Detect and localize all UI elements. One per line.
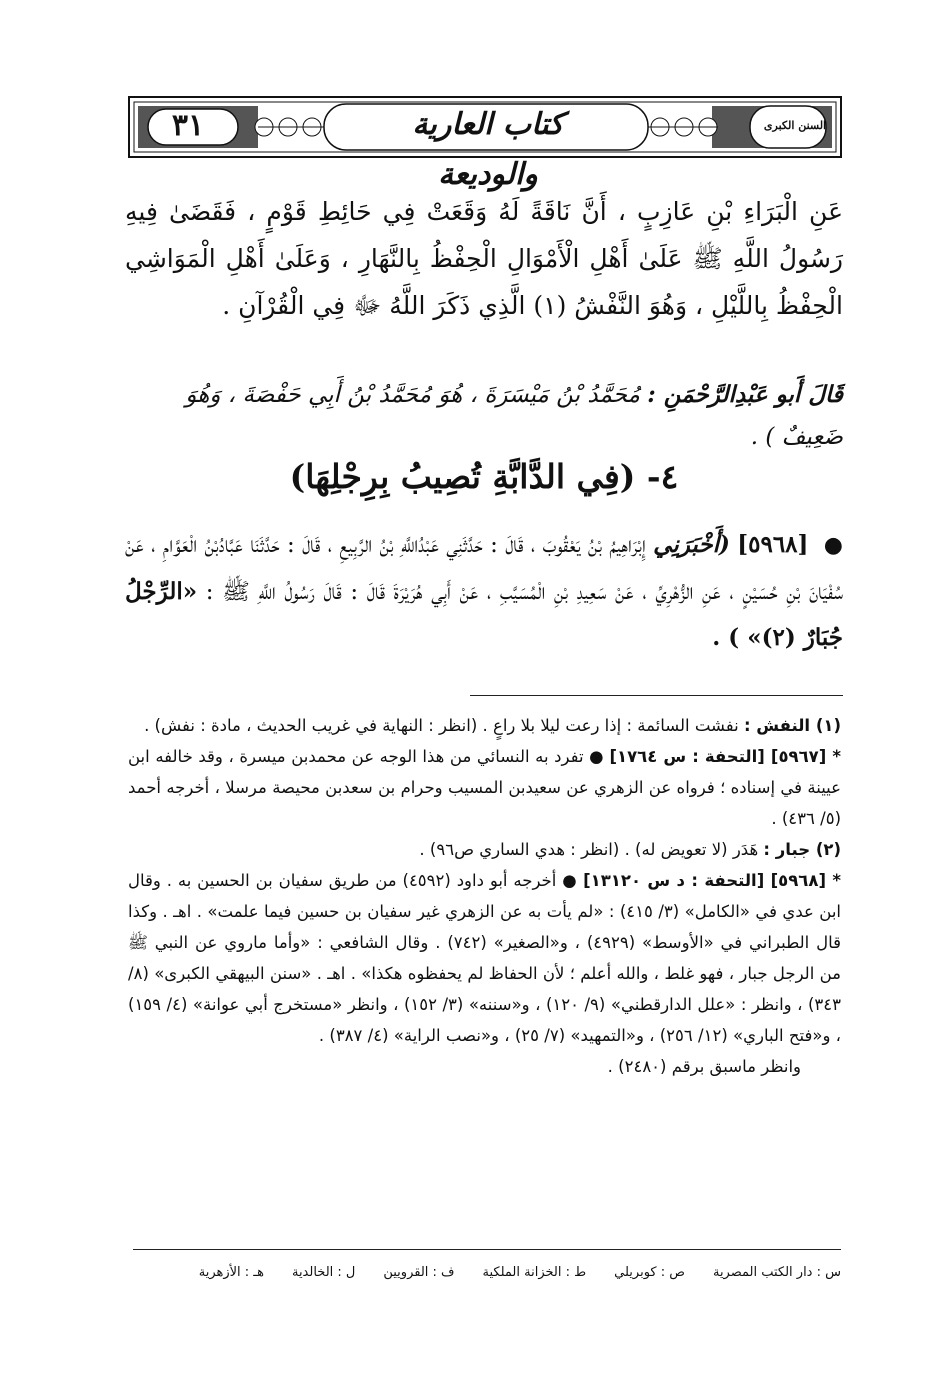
author-remark-text: مُحَمَّدُ بْنُ مَيْسَرَةَ ، هُوَ مُحَمَّدُ بْنُ أَبِي حَفْصَةَ ، وَهُوَ ضَعِيفٌ ) . [185,382,843,450]
hadith-text: إِبْرَاهِيمُ بْنُ يَعْقُوبَ ، قَالَ : حَدَّثَنِي عَبْدُاللَّهِ بْنُ الرَّبِيعِ ، قَالَ : حَدَّثَنَا عَبَّادُبْنُ الْعَوَّامِ ، عَنْ سُفْيَانَ بْنِ حُسَيْنٍ ، عَنِ الزُّهْرِيِّ ، عَنْ سَعِيدِ بْنِ الْمُسَيَّبِ ، عَنْ أَبِي هُرَيْرَةَ قَالَ : قَالَ رَسُولُ اللَّهِ ﷺ : [125,532,843,605]
footnote-2-text: ● تفرد به النسائي من هذا الوجه عن محمدبن ميسرة ، وقد خالفه ابن عيينة في إسناده ؛ فرواه عن الزهري عن سعيدبن المسيب وحرام بن سعدبن محيصة مرسلا ، أخرجه أحمد (٥/ ٤٣٦) . [128,747,841,828]
page-header [128,96,842,192]
hadith-entry [125,522,843,661]
author-remark-label: قَالَ أَبو عَبْدِالرَّحْمَنِ : [647,381,843,408]
page-number: ٣١ [171,108,205,143]
manuscript-key [128,1260,841,1286]
footnote-5-text: وانظر ماسبق برقم (٢٤٨٠) . [607,1057,801,1076]
book-title: كتاب العارية والوديعة [412,107,564,192]
manuscript-key-item: ل : الخالدية [291,1265,356,1280]
footnote-3-text: هَدَر (لا تعويض له) . (انظر : هدي الساري ص٩٦) . [419,840,759,859]
footnote-1-label: (١) النفش : [743,716,841,735]
footnotes [128,710,841,1082]
manuscript-key-item: س : دار الكتب المصرية [712,1265,841,1280]
manuscript-key-item: ط : الخزانة الملكية [482,1265,587,1280]
hadith-number: [٥٩٦٨] [737,531,809,558]
footnote-2-label: * [٥٩٦٧] [التحفة : س ١٧٦٤] [609,747,841,766]
footnote-4-text: ● أخرجه أبو داود (٤٥٩٢) من طريق سفيان بن الحسين به . وقال ابن عدي في «الكامل» (٣/ ٤١٥) : «لم يأت به عن الزهري غير سفيان بن حسين فيما علمت» . اهـ . وكذا قال الطبراني في «الأوسط» (٤٩٢٩) ، و«الصغير» (٧٤٢) . وقال الشافعي : «وأما ماروي عن النبي ﷺ من الرجل جبار ، فهو غلط ، والله أعلم ؛ لأن الحفاظ لم يحفظوه هكذا» . اهـ . «سنن البيهقي الكبرى» (٨/ ٣٤٣) ، وانظر : «علل الدارقطني» (٩/ ١٢٠) ، و«سننه» (٣/ ١٥٢) ، وانظر «مستخرج أبي عوانة» (٤/ ١٥٩) ، و«فتح الباري» (١٢/ ٢٥٦) ، و«التمهيد» (٧/ ٢٥) ، و«نصب الراية» (٤/ ٣٨٧) . [128,871,841,1045]
text-paragraph-1: عَنِ الْبَرَاءِ بْنِ عَازِبٍ ، أَنَّ نَاقَةً لَهُ وَقَعَتْ فِي حَائِطِ قَوْمٍ ، فَقَضَىٰ فِيهِ رَسُولُ اللَّهِ ﷺ عَلَىٰ أَهْلِ الْأَمْوَالِ الْحِفْظُ بِالنَّهَارِ ، وَعَلَىٰ أَهْلِ الْمَوَاشِي الْحِفْظُ بِاللَّيْلِ ، وَهُوَ النَّفْشُ (١) الَّذِي ذَكَرَ اللَّهُ ﷻ فِي الْقُرْآنِ . [125,197,843,320]
bullet-icon: ● [823,533,843,558]
footnote-5 [128,1051,841,1082]
footnote-separator [470,695,843,696]
footnote-1-text: نفشت السائمة : إذا رعت ليلا بلا راعٍ . (انظر : النهاية في غريب الحديث ، مادة : نفش) . [144,716,739,735]
footnote-4-label: * [٥٩٦٨] [التحفة : د س ١٣١٢٠] [583,871,841,890]
footer-separator [133,1249,841,1250]
footnote-2 [128,741,841,834]
manuscript-key-item: ف : القرويين [383,1265,455,1280]
text-paragraph-2 [125,374,843,458]
hadith-quote: «الرِّجْلُ جُبَارٌ (٢)» ) . [125,578,843,651]
manuscript-key-item: هـ : الأزهرية [198,1265,264,1280]
manuscript-key-item: ص : كوبريلي [614,1265,685,1280]
chapter-heading: ٤- (فِي الدَّابَّةِ تُصِيبُ بِرِجْلِهَا) [289,457,679,496]
footnote-1 [128,710,841,741]
footnote-4 [128,865,841,1051]
hadith-lead: (أَخْبَرَنِي [653,531,730,558]
series-seal: السنن الكبرى [763,119,827,132]
footnote-3 [128,834,841,865]
footnote-3-label: (٢) جبار : [763,840,841,859]
